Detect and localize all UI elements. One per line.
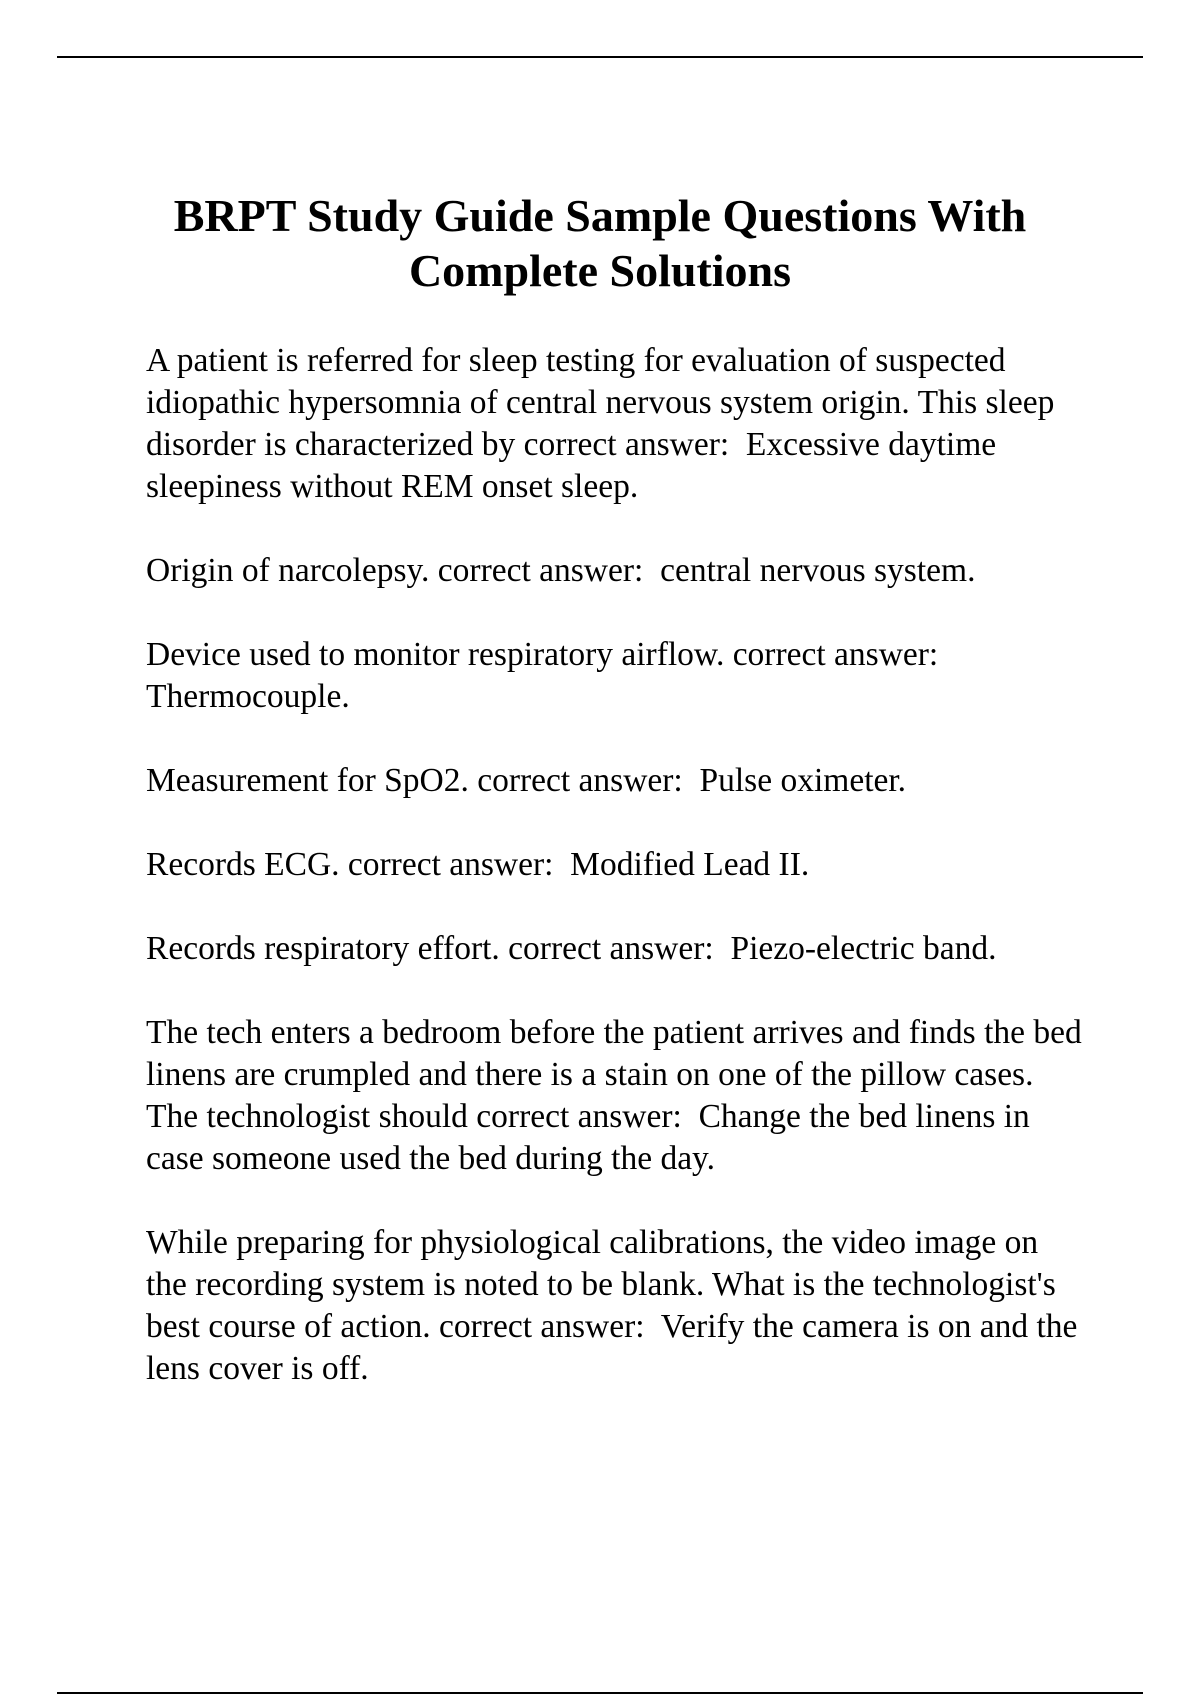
question-item: Device used to monitor respiratory airflow. correct answer: Thermocouple.: [146, 636, 947, 715]
question-list: [146, 340, 1091, 1432]
question-item: While preparing for physiological calibrations, the video image on the recording system is noted to be blank. What is the technologist's best course of action. correct answer: Verify the camera is on and the lens cover is off.: [146, 1224, 1086, 1387]
document-title: BRPT Study Guide Sample Questions With Complete Solutions: [173, 190, 1027, 296]
question-item: Records respiratory effort. correct answer: Piezo-electric band.: [146, 930, 997, 967]
footer-rule: [57, 1692, 1143, 1694]
question-item: Origin of narcolepsy. correct answer: central nervous system.: [146, 552, 976, 589]
question-item: The tech enters a bedroom before the patient arrives and finds the bed linens are crumpled and there is a stain on one of the pillow cases. The technologist should correct answer: Change the bed linens in case someone used the bed during the day.: [146, 1014, 1091, 1177]
question-item: Measurement for SpO2. correct answer: Pulse oximeter.: [146, 762, 907, 799]
header-rule: [57, 56, 1143, 58]
question-item: A patient is referred for sleep testing for evaluation of suspected idiopathic hypersomnia of central nervous system origin. This sleep disorder is characterized by correct answer: Excessive daytime sleepiness without REM onset sleep.: [146, 342, 1063, 505]
question-item: Records ECG. correct answer: Modified Lead II.: [146, 846, 810, 883]
